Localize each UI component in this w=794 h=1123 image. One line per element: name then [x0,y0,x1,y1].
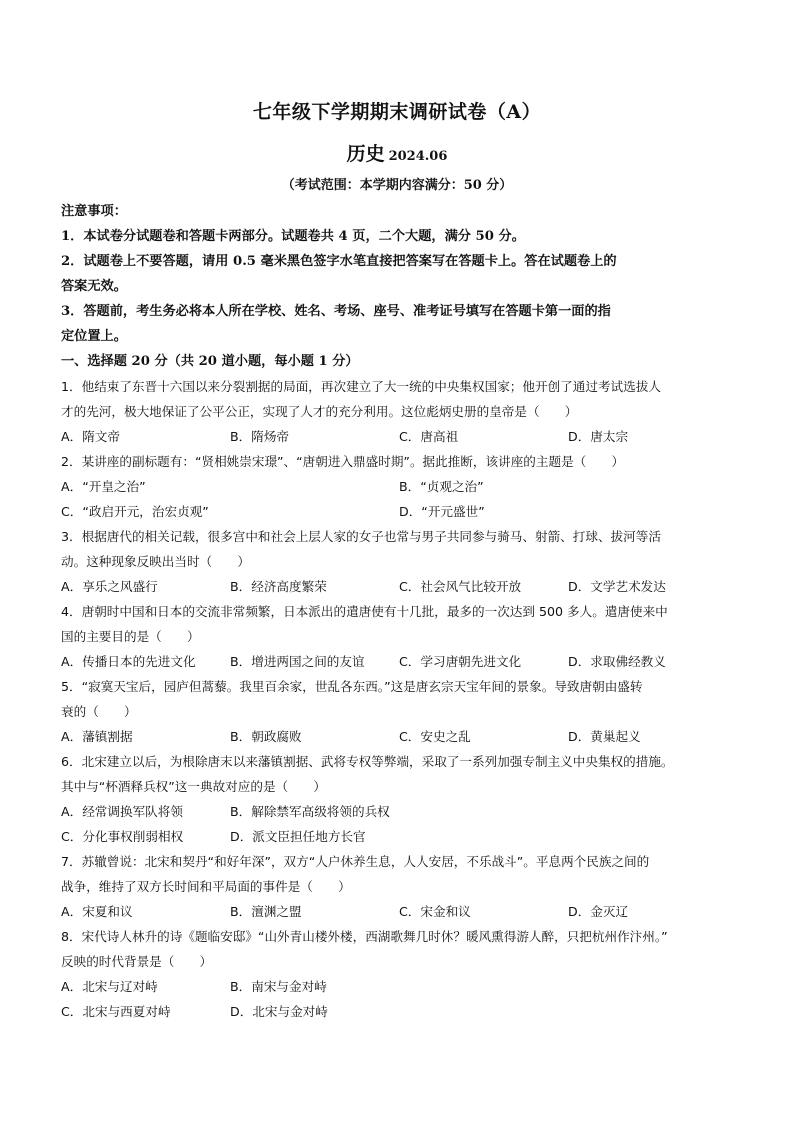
option-a: A．宋夏和议 [61,904,133,919]
question-text: 1．他结束了东晋十六国以来分裂割据的局面，再次建立了大一统的中央集权国家；他开创了通过考试选拔人 [61,379,661,394]
question-text: 国的主要目的是（ ） [61,629,200,644]
question-text: 6．北宋建立以后，为根除唐末以来藩镇割据、武将专权等弊端，采取了一系列加强专制主义中央集权的措施。 [61,754,674,769]
option-a: A．“开皇之治” [61,479,146,494]
option-d: D．黄巢起义 [568,729,641,744]
question-text: 其中与“杯酒释兵权”这一典故对应的是（ ） [61,779,326,794]
notice-item-2-line-2: 答案无效。 [61,279,127,294]
question-text: 2．某讲座的副标题有：“贤相姚崇宋璟”、“唐朝进入鼎盛时期”。据此推断，该讲座的主题是（ ） [61,454,625,469]
question-2 [61,449,737,524]
question-text: 5．“寂寞天宝后，园庐但蒿藜。我里百余家，世乱各东西。”这是唐玄宗天宝年间的景象。导致唐朝由盛转 [61,679,643,694]
option-b: B．澶渊之盟 [230,904,302,919]
options-row [61,799,737,824]
option-c: C．学习唐朝先进文化 [399,654,522,669]
question-8 [61,924,737,1024]
exam-content [61,199,737,1024]
options-row [61,999,737,1024]
options-row [61,649,737,674]
notice-item-1: 1．本试卷分试题卷和答题卡两部分。试题卷共 4 页，二个大题，满分 50 分。 [61,229,525,244]
option-d: D．金灭辽 [568,904,629,919]
exam-scope: （考试范围：本学期内容满分：50 分） [281,178,513,193]
question-5 [61,674,737,749]
option-a: A．隋文帝 [61,429,120,444]
options-row [61,424,737,449]
option-c: C．北宋与西夏对峙 [61,1004,171,1019]
option-b: B．“贞观之治” [399,479,484,494]
exam-subtitle [0,139,794,166]
notice-heading: 注意事项： [61,204,127,219]
options-row [61,724,737,749]
option-c: C．社会风气比较开放 [399,579,522,594]
options-row [61,499,737,524]
option-d: D．文学艺术发达 [568,579,666,594]
question-7 [61,849,737,924]
option-c: C．唐高祖 [399,429,459,444]
exam-date: 2024.06 [388,149,448,164]
option-d: D．北宋与金对峙 [230,1004,328,1019]
option-d: D．派文臣担任地方长官 [230,829,366,844]
notice-item-3-line-2: 定位置上。 [61,329,127,344]
options-row [61,574,737,599]
exam-title: 七年级下学期期末调研试卷（A） [252,101,542,123]
options-row [61,974,737,999]
question-6 [61,749,737,849]
option-b: B．增进两国之间的友谊 [230,654,365,669]
subject-label: 历史 [346,143,385,165]
question-text: 反映的时代背景是（ ） [61,954,213,969]
question-text: 衰的（ ） [61,704,137,719]
option-b: B．隋炀帝 [230,429,290,444]
notice-item-2-line-1: 2．试题卷上不要答题，请用 0.5 毫米黑色签字水笔直接把答案写在答题卡上。答在试题卷上的 [61,254,617,269]
question-text: 3．根据唐代的相关记载，很多宫中和社会上层人家的女子也常与男子共同参与骑马、射箭、打球、拔河等活 [61,529,661,544]
option-b: B．解除禁军高级将领的兵权 [230,804,390,819]
option-c: C．分化事权削弱相权 [61,829,184,844]
question-text: 4．唐朝时中国和日本的交流非常频繁，日本派出的遣唐使有十几批，最多的一次达到 500 多人。遣唐使来中 [61,604,668,619]
notice-item-3-line-1: 3．答题前，考生务必将本人所在学校、姓名、考场、座号、准考证号填写在答题卡第一面的指 [61,304,611,319]
option-c: C．“政启开元，治宏贞观” [61,504,209,519]
question-1 [61,374,737,449]
option-a: A．享乐之风盛行 [61,579,158,594]
option-c: C．安史之乱 [399,729,471,744]
options-row [61,824,737,849]
option-b: B．南宋与金对峙 [230,979,327,994]
question-text: 才的先河，极大地保证了公平公正，实现了人才的充分利用。这位彪炳史册的皇帝是（ ） [61,404,578,419]
question-text: 动。这种现象反映出当时（ ） [61,554,250,569]
question-text: 8．宋代诗人林升的诗《题临安邸》“山外青山楼外楼，西湖歌舞几时休？暖风熏得游人醉，只把杭州作汴州。” [61,929,668,944]
option-d: D．“开元盛世” [399,504,485,519]
question-3 [61,524,737,599]
option-b: B．朝政腐败 [230,729,302,744]
option-a: A．北宋与辽对峙 [61,979,158,994]
option-d: D．求取佛经教义 [568,654,666,669]
option-b: B．经济高度繁荣 [230,579,327,594]
question-4 [61,599,737,674]
options-row [61,474,737,499]
section-heading: 一、选择题 20 分（共 20 道小题，每小题 1 分） [61,354,359,369]
question-text: 战争，维持了双方长时间和平局面的事件是（ ） [61,879,351,894]
option-d: D．唐太宗 [568,429,629,444]
option-a: A．经常调换军队将领 [61,804,183,819]
question-text: 7．苏辙曾说：北宋和契丹“和好年深”，双方“人户休养生息，人人安居，不乐战斗”。平息两个民族之间的 [61,854,650,869]
option-a: A．传播日本的先进文化 [61,654,196,669]
option-a: A．藩镇割据 [61,729,133,744]
options-row [61,899,737,924]
option-c: C．宋金和议 [399,904,471,919]
